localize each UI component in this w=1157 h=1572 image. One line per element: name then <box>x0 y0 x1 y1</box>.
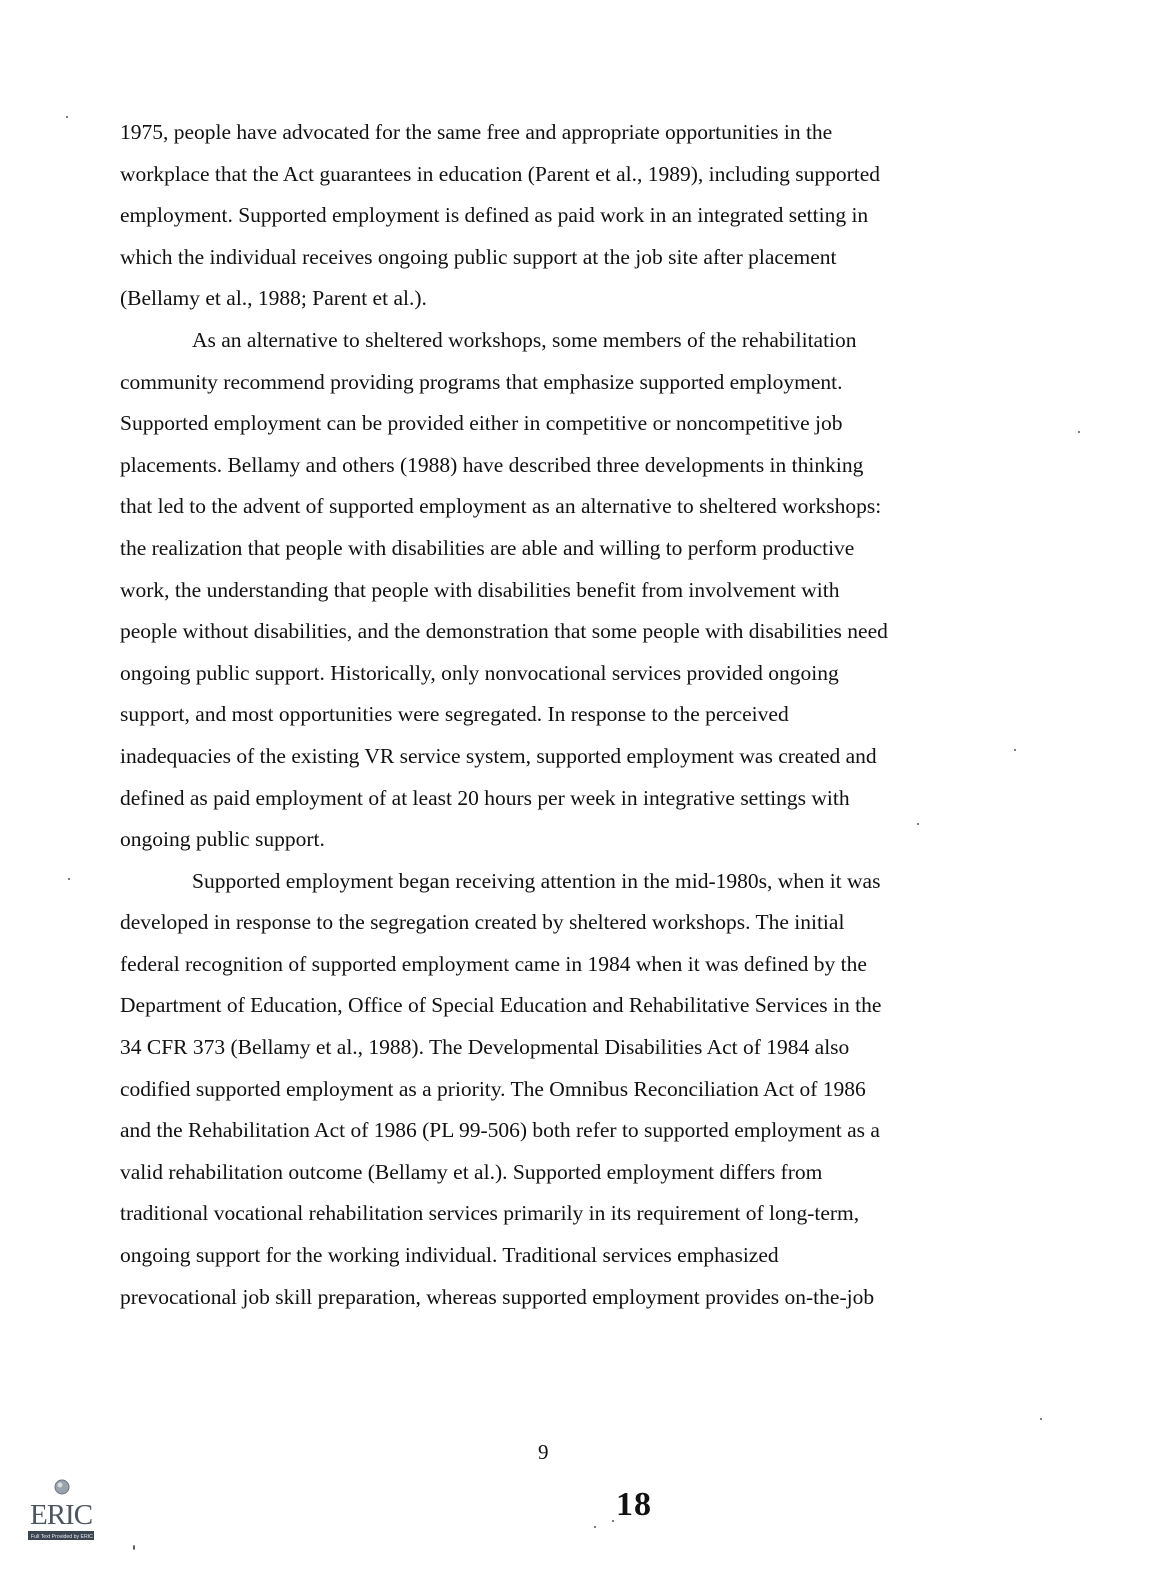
scan-speck <box>594 1526 596 1528</box>
text-line: prevocational job skill preparation, whereas supported employment provides on-the-job <box>120 1284 875 1309</box>
scan-speck <box>1040 1418 1042 1420</box>
text-line: valid rehabilitation outcome (Bellamy et al.). Supported employment differs from <box>120 1159 823 1184</box>
text-line: ongoing public support. <box>120 827 325 852</box>
stamped-page-number: 18 <box>616 1486 652 1523</box>
scan-speck <box>1014 749 1016 751</box>
text-line: 34 CFR 373 (Bellamy et al., 1988). The Developmental Disabilities Act of 1984 also <box>120 1035 850 1060</box>
text-line: ongoing public support. Historically, only nonvocational services provided ongoing <box>120 660 839 685</box>
text-line: traditional vocational rehabilitation services primarily in its requirement of long-term, <box>120 1201 860 1226</box>
svg-text:ERIC: ERIC <box>30 1499 93 1531</box>
svg-text:Full Text Provided by ERIC: Full Text Provided by ERIC <box>31 1534 93 1540</box>
text-line: Department of Education, Office of Special Education and Rehabilitative Services in the <box>120 993 882 1018</box>
scan-speck <box>66 116 68 118</box>
text-line: workplace that the Act guarantees in education (Parent et al., 1989), including supported <box>120 161 881 186</box>
scan-speck <box>68 878 70 880</box>
text-line: people without disabilities, and the demonstration that some people with disabilities need <box>120 619 888 644</box>
body-text <box>120 112 990 1318</box>
text-line: work, the understanding that people with disabilities benefit from involvement with <box>120 577 840 602</box>
text-line: the realization that people with disabilities are able and willing to perform productive <box>120 535 855 560</box>
scan-speck <box>612 1520 614 1522</box>
text-line: and the Rehabilitation Act of 1986 (PL 99-506) both refer to supported employment as a <box>120 1118 880 1143</box>
text-line: employment. Supported employment is defined as paid work in an integrated setting in <box>120 203 869 228</box>
scan-speck <box>1078 431 1080 433</box>
text-line: defined as paid employment of at least 20 hours per week in integrative settings with <box>120 785 850 810</box>
text-line: support, and most opportunities were segregated. In response to the perceived <box>120 702 789 727</box>
eric-logo <box>24 1478 98 1544</box>
scan-speck <box>133 1545 135 1550</box>
text-line: federal recognition of supported employment came in 1984 when it was defined by the <box>120 951 867 976</box>
text-line: community recommend providing programs that emphasize supported employment. <box>120 369 843 394</box>
text-line: codified supported employment as a priority. The Omnibus Reconciliation Act of 1986 <box>120 1076 866 1101</box>
text-line: (Bellamy et al., 1988; Parent et al.). <box>120 286 427 311</box>
page-number: 9 <box>538 1440 549 1464</box>
text-line: ongoing support for the working individual. Traditional services emphasized <box>120 1243 779 1268</box>
text-line: developed in response to the segregation created by sheltered workshops. The initial <box>120 910 845 935</box>
text-line: which the individual receives ongoing public support at the job site after placement <box>120 244 837 269</box>
text-line: Supported employment can be provided either in competitive or noncompetitive job <box>120 411 843 436</box>
scan-speck <box>917 823 919 825</box>
paragraph-first-line: Supported employment began receiving attention in the mid-1980s, when it was <box>192 868 881 893</box>
text-line: placements. Bellamy and others (1988) have described three developments in thinking <box>120 452 864 477</box>
text-line: that led to the advent of supported employment as an alternative to sheltered workshops: <box>120 494 882 519</box>
paragraph-first-line: As an alternative to sheltered workshops, some members of the rehabilitation <box>192 327 857 352</box>
text-line: 1975, people have advocated for the same free and appropriate opportunities in the <box>120 120 833 144</box>
text-line: inadequacies of the existing VR service system, supported employment was created and <box>120 743 877 768</box>
